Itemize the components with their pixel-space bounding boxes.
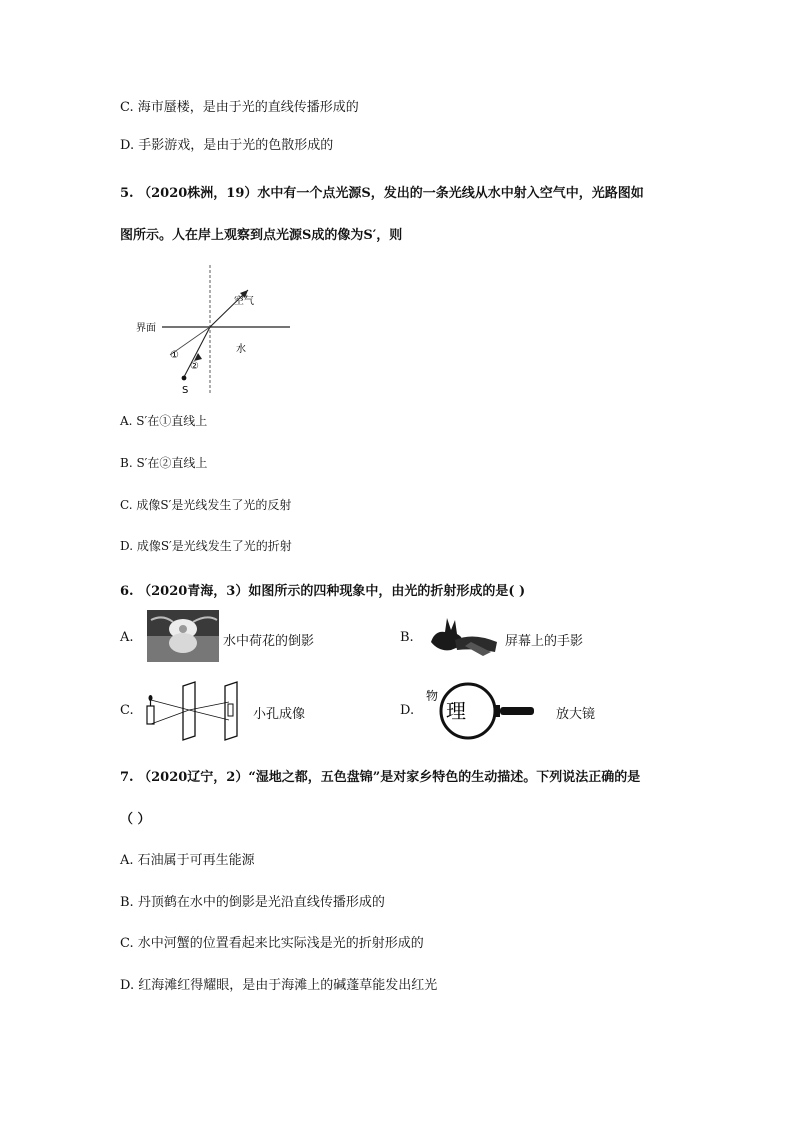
- q6-option-d-text: 放大镜: [556, 707, 596, 722]
- question-5-option-b: B. S′在②直线上: [120, 456, 208, 470]
- q6-option-b-letter: B.: [400, 630, 414, 645]
- air-label: 空气: [234, 296, 254, 307]
- question-7-option-d: D. 红海滩红得耀眼，是由于海滩上的碱蓬草能发出红光: [120, 978, 438, 993]
- question-5-option-c: C. 成像S′是光线发生了光的反射: [120, 498, 292, 512]
- q6-option-a-text: 水中荷花的倒影: [223, 634, 315, 649]
- q6-option-c-letter: C.: [120, 703, 134, 718]
- hand-shadow-image: [425, 612, 499, 660]
- option-d-prev: D. 手影游戏，是由于光的色散形成的: [120, 138, 334, 153]
- magnifier-text-small: 物: [426, 689, 439, 703]
- magnifier-image: [424, 680, 554, 742]
- question-7-paren: （ ）: [120, 812, 151, 827]
- option-c-prev: C. 海市蜃楼，是由于光的直线传播形成的: [120, 100, 359, 115]
- incident-arrow: [194, 353, 202, 361]
- q6-option-d-letter: D.: [400, 703, 415, 718]
- question-7-option-c: C. 水中河蟹的位置看起来比实际浅是光的折射形成的: [120, 936, 424, 951]
- line-1-label: ①: [170, 350, 179, 361]
- q6-option-a-letter: A.: [120, 630, 134, 645]
- question-7-stem: 7. （2020辽宁，2）“湿地之都，五色盘锦”是对家乡特色的生动描述。下列说法正确的是: [120, 770, 641, 785]
- source-point: [182, 376, 187, 381]
- question-6-stem: 6. （2020青海，3）如图所示的四种现象中，由光的折射形成的是( ): [120, 584, 526, 599]
- question-7-option-b: B. 丹顶鹤在水中的倒影是光沿直线传播形成的: [120, 895, 385, 910]
- water-label: 水: [236, 344, 246, 355]
- lotus-reflection-image: [147, 610, 219, 662]
- line-2-label: ②: [190, 361, 199, 372]
- refraction-diagram: [130, 260, 300, 400]
- question-7-option-a: A. 石油属于可再生能源: [120, 853, 255, 868]
- source-label: S: [182, 385, 189, 396]
- q6-option-b-text: 屏幕上的手影: [505, 634, 584, 649]
- question-5-stem-line1: 5. （2020株洲，19）水中有一个点光源S，发出的一条光线从水中射入空气中，光路图如: [120, 186, 644, 201]
- question-5-stem-line2: 图所示。人在岸上观察到点光源S成的像为S′，则: [120, 228, 403, 243]
- q6-option-c-text: 小孔成像: [253, 707, 306, 722]
- question-5-option-a: A. S′在①直线上: [120, 414, 208, 428]
- question-5-option-d: D. 成像S′是光线发生了光的折射: [120, 539, 292, 553]
- magnifier-text-large: 理: [446, 699, 466, 723]
- interface-label: 界面: [136, 323, 156, 334]
- pinhole-camera-image: [143, 680, 251, 742]
